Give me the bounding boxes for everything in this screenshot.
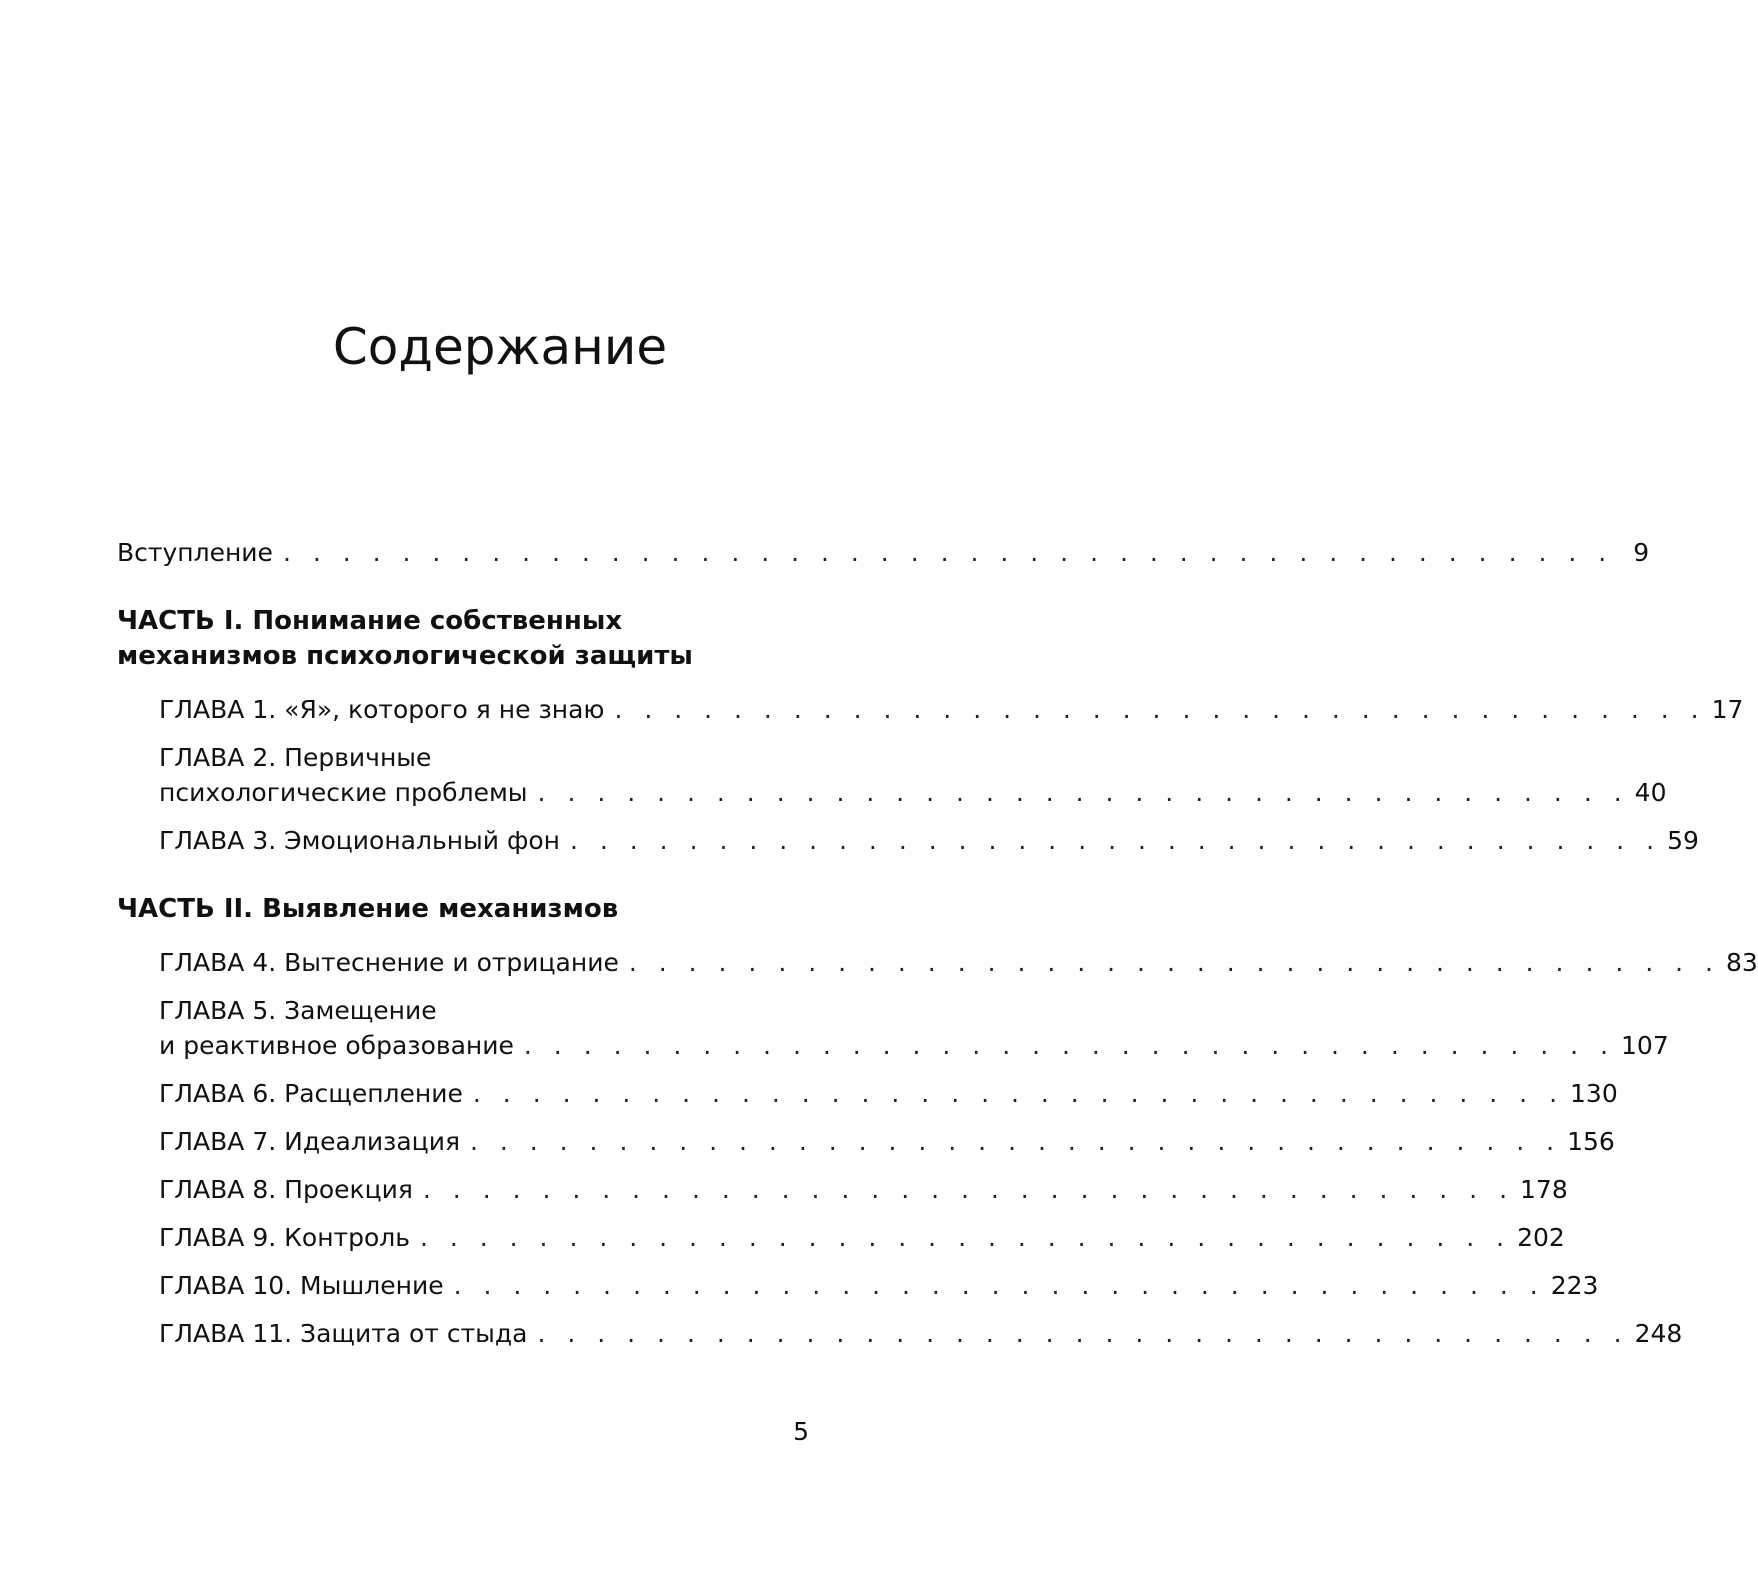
toc-entry-chapter-10[interactable] (117, 1268, 1599, 1303)
toc-entry-chapter-7[interactable] (117, 1124, 1615, 1159)
toc-entry-chapter-9[interactable] (117, 1220, 1565, 1255)
toc-entry-label: ГЛАВА 4. Вытеснение и отрицание (159, 948, 619, 977)
toc-entry-chapter-4[interactable] (117, 945, 1758, 980)
toc-entry-label: ГЛАВА 10. Мышление (159, 1271, 444, 1300)
dot-leader: . . . . . . . . . . . . . . . . . . . . . . . . . . . . . . . . . . . . . (523, 1031, 1616, 1060)
toc-page-number: 223 (1550, 1271, 1599, 1300)
toc-page-number: 130 (1570, 1079, 1618, 1108)
toc-entry-label: ГЛАВА 2. Первичные (159, 743, 432, 772)
dot-leader: . . . . . . . . . . . . . . . . . . . . . . . . . . . . . . . . . . . . . . . . . . . . . (282, 538, 1614, 567)
toc-entry-chapter-11[interactable] (117, 1316, 1683, 1351)
dot-leader: . . . . . . . . . . . . . . . . . . . . . . . . . . . . . . . . . . . . . (537, 778, 1629, 807)
toc-entry-label: ГЛАВА 6. Расщепление (159, 1079, 463, 1108)
toc-page-number: 156 (1567, 1127, 1615, 1156)
toc-entry-chapter-8[interactable] (117, 1172, 1568, 1207)
dot-leader: . . . . . . . . . . . . . . . . . . . . . . . . . . . . . . . . . . . . . (469, 1127, 1562, 1156)
toc-entry-chapter-1[interactable] (117, 692, 1744, 727)
toc-page-number: 178 (1520, 1175, 1568, 1204)
toc-entry-chapter-6[interactable] (117, 1076, 1618, 1111)
page-title: Содержание (332, 318, 668, 376)
toc-entry-label: ГЛАВА 9. Контроль (159, 1223, 410, 1252)
toc-entry-label: ГЛАВА 3. Эмоциональный фон (159, 826, 560, 855)
part-heading-line: ЧАСТЬ II. Выявление механизмов (117, 894, 619, 924)
toc-page-number: 248 (1634, 1319, 1683, 1348)
part-heading-line: механизмов психологической защиты (117, 641, 693, 671)
toc-page-number: 107 (1621, 1031, 1669, 1060)
toc-entry-intro[interactable] (117, 535, 1650, 570)
table-of-contents (117, 535, 1758, 1351)
toc-page-number: 9 (1633, 538, 1650, 567)
toc-page-number: 40 (1634, 778, 1667, 807)
part-heading-2[interactable] (117, 892, 809, 927)
dot-leader: . . . . . . . . . . . . . . . . . . . . . . . . . . . . . . . . . . . . . (570, 826, 1662, 855)
toc-entry-label: ГЛАВА 1. «Я», которого я не знаю (159, 695, 605, 724)
toc-page-number: 59 (1667, 826, 1699, 855)
dot-leader: . . . . . . . . . . . . . . . . . . . . . . . . . . . . . . . . . . . . . (472, 1079, 1565, 1108)
toc-entry-chapter-3[interactable] (117, 823, 1699, 858)
dot-leader: . . . . . . . . . . . . . . . . . . . . . . . . . . . . . . . . . . . . . (628, 948, 1720, 977)
part-heading-line: ЧАСТЬ I. Понимание собственных (117, 606, 623, 636)
toc-entry-label: ГЛАВА 11. Защита от стыда (159, 1319, 528, 1348)
dot-leader: . . . . . . . . . . . . . . . . . . . . . . . . . . . . . . . . . . . . . (614, 695, 1706, 724)
dot-leader: . . . . . . . . . . . . . . . . . . . . . . . . . . . . . . . . . . . . . (537, 1319, 1629, 1348)
toc-entry-label: ГЛАВА 7. Идеализация (159, 1127, 460, 1156)
dot-leader: . . . . . . . . . . . . . . . . . . . . . . . . . . . . . . . . . . . . . (422, 1175, 1515, 1204)
page-folio-number: 5 (793, 1417, 809, 1446)
toc-entry-label-cont: психологические проблемы (159, 778, 528, 807)
toc-page-number: 202 (1517, 1223, 1565, 1252)
part-heading-1[interactable] (117, 604, 809, 674)
dot-leader: . . . . . . . . . . . . . . . . . . . . . . . . . . . . . . . . . . . . . (453, 1271, 1545, 1300)
toc-page-number: 17 (1711, 695, 1744, 724)
toc-entry-label-cont: и реактивное образование (159, 1031, 514, 1060)
toc-entry-chapter-2[interactable] (117, 740, 1667, 810)
dot-leader: . . . . . . . . . . . . . . . . . . . . . . . . . . . . . . . . . . . . . (419, 1223, 1512, 1252)
toc-page-number: 83 (1725, 948, 1758, 977)
toc-entry-label: Вступление (117, 538, 273, 567)
toc-entry-chapter-5[interactable] (117, 993, 1669, 1063)
toc-entry-label: ГЛАВА 5. Замещение (159, 996, 437, 1025)
toc-entry-label: ГЛАВА 8. Проекция (159, 1175, 413, 1204)
